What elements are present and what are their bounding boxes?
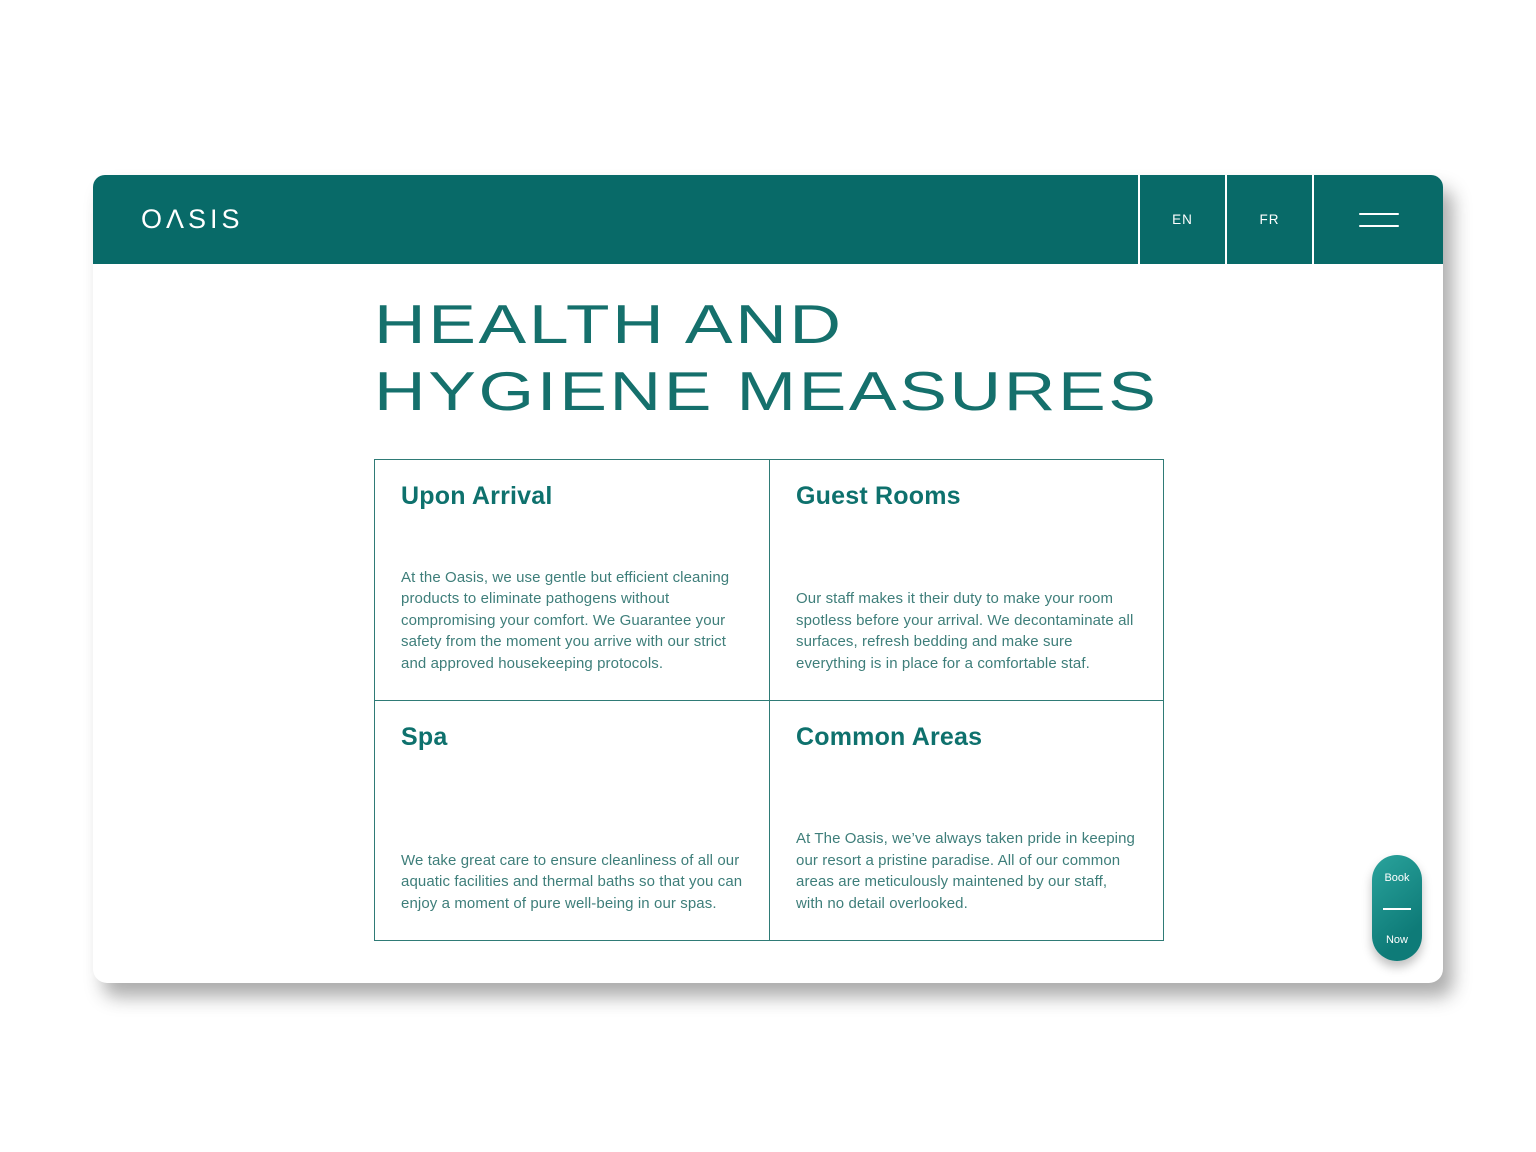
card-body: Our staff makes it their duty to make your room spotless before your arrival. We decontaminate all surfaces, refresh bedding and make sure everything is in place for a comfortable staf. — [796, 590, 1134, 672]
language-button-en[interactable]: EN — [1138, 175, 1225, 264]
measures-grid — [374, 459, 1164, 941]
book-now-divider — [1383, 908, 1411, 910]
card-heading: Common Areas — [796, 723, 983, 751]
brand-logo[interactable]: OΛSIS — [141, 204, 244, 234]
card-heading: Guest Rooms — [796, 482, 961, 510]
book-now-label-top: Book — [1384, 872, 1410, 884]
hamburger-menu-icon — [1359, 213, 1399, 227]
card-heading: Spa — [401, 723, 448, 751]
language-button-fr[interactable]: FR — [1225, 175, 1312, 264]
page-title-line1: HEALTH AND — [374, 293, 844, 355]
card-heading: Upon Arrival — [401, 482, 553, 510]
page-title-line2: HYGIENE MEASURES — [374, 360, 1159, 422]
menu-button[interactable] — [1312, 175, 1443, 264]
book-now-label-bottom: Now — [1385, 934, 1408, 946]
card-upon-arrival — [375, 460, 769, 700]
card-common-areas — [769, 700, 1163, 940]
page-card — [93, 175, 1443, 983]
card-body: At the Oasis, we use gentle but efficient cleaning products to eliminate pathogens without compromising your comfort. We Guarantee your safety from the moment you arrive with our strict and approved housekeeping protocols. — [401, 568, 730, 672]
header-spacer — [244, 175, 1138, 264]
card-spa — [375, 700, 769, 940]
card-body: We take great care to ensure cleanliness of all our aquatic facilities and thermal baths so that you can enjoy a moment of pure well-being in our spas. — [401, 851, 743, 912]
card-guest-rooms — [769, 460, 1163, 700]
book-now-button[interactable] — [1372, 855, 1422, 961]
page-title — [374, 291, 1159, 425]
card-body: At The Oasis, we’ve always taken pride in keeping our resort a pristine paradise. All of our common areas are meticulously maintened by our staff, with no detail overlooked. — [796, 830, 1135, 912]
site-header — [93, 175, 1443, 264]
